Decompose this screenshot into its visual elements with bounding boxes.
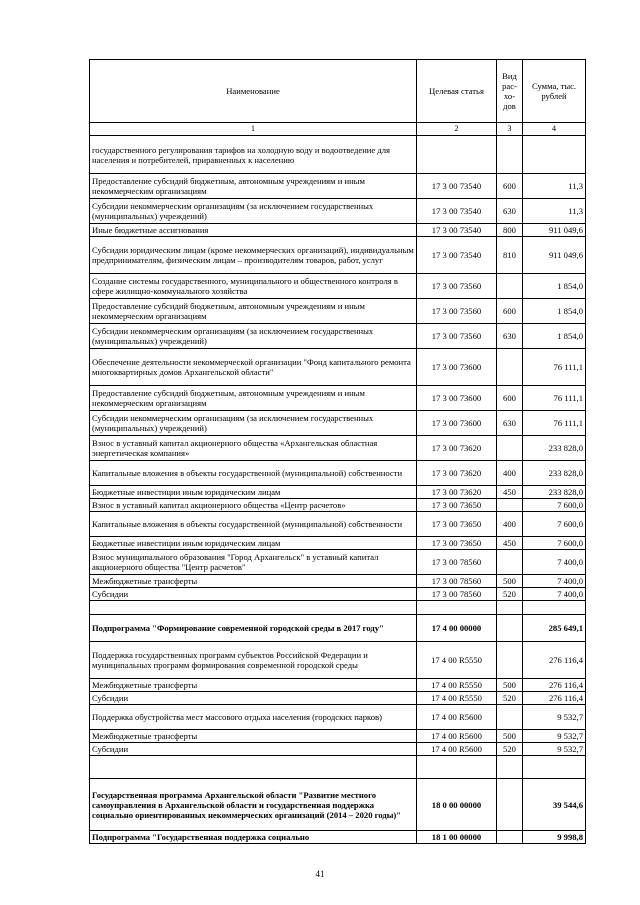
cell-amount: 911 049,6: [523, 224, 586, 237]
cell-target-article: 17 3 00 73600: [417, 411, 497, 436]
cell-expense-type: 500: [497, 679, 523, 692]
cell-target-article: 17 4 00 R5550: [417, 642, 497, 679]
cell-amount: 233 828,0: [523, 461, 586, 486]
cell-target-article: [417, 756, 497, 779]
cell-expense-type: 600: [497, 299, 523, 324]
cell-target-article: 17 3 00 73540: [417, 237, 497, 274]
cell-expense-type: 400: [497, 512, 523, 537]
header-name: Наименование: [90, 60, 417, 123]
cell-target-article: [417, 601, 497, 615]
cell-target-article: 17 3 00 73650: [417, 499, 497, 512]
column-number-row: [90, 123, 586, 136]
table-row: [90, 831, 586, 844]
cell-amount: [523, 601, 586, 615]
cell-amount: 11,3: [523, 199, 586, 224]
table-row: [90, 499, 586, 512]
cell-name: Межбюджетные трансферты: [90, 575, 417, 588]
cell-name: Взнос муниципального образования "Город Архангельск" в уставный капитал акционерного общества "Центр расчетов": [90, 550, 417, 575]
cell-amount: 9 532,7: [523, 705, 586, 730]
spacer-row: [90, 601, 586, 615]
cell-amount: 76 111,1: [523, 349, 586, 386]
budget-table: [89, 59, 586, 844]
table-row: [90, 642, 586, 679]
cell-amount: 233 828,0: [523, 436, 586, 461]
cell-name: Капитальные вложения в объекты государственной (муниципальной) собственности: [90, 512, 417, 537]
cell-name: Иные бюджетные ассигнования: [90, 224, 417, 237]
cell-amount: [523, 136, 586, 174]
cell-name: [90, 601, 417, 615]
table-row: [90, 237, 586, 274]
table-row: [90, 779, 586, 831]
cell-name: Подпрограмма "Государственная поддержка социально: [90, 831, 417, 844]
cell-amount: 1 854,0: [523, 324, 586, 349]
cell-expense-type: [497, 136, 523, 174]
table-row: [90, 274, 586, 299]
table-row: [90, 730, 586, 743]
table-row: [90, 224, 586, 237]
cell-expense-type: 450: [497, 537, 523, 550]
cell-target-article: 17 3 00 73600: [417, 349, 497, 386]
table-row: [90, 436, 586, 461]
cell-expense-type: 520: [497, 743, 523, 756]
spacer-row: [90, 756, 586, 779]
header-target-article: Целевая статья: [417, 60, 497, 123]
cell-expense-type: 500: [497, 575, 523, 588]
table-header-row: [90, 60, 586, 123]
cell-target-article: 18 0 00 00000: [417, 779, 497, 831]
cell-amount: 7 400,0: [523, 575, 586, 588]
cell-expense-type: [497, 436, 523, 461]
page-number: 41: [315, 869, 325, 879]
cell-target-article: 17 3 00 78560: [417, 550, 497, 575]
cell-target-article: 17 3 00 73560: [417, 274, 497, 299]
cell-amount: 11,3: [523, 174, 586, 199]
column-number: 1: [90, 123, 417, 136]
cell-amount: [523, 756, 586, 779]
cell-expense-type: 450: [497, 486, 523, 499]
cell-name: Поддержка государственных программ субъектов Российской Федерации и муниципальных программ формирования современной городской среды: [90, 642, 417, 679]
cell-name: Взнос в уставный капитал акционерного общества «Архангельская областная энергетическая компания»: [90, 436, 417, 461]
cell-name: Субсидии: [90, 743, 417, 756]
cell-name: Субсидии юридическим лицам (кроме некоммерческих организаций), индивидуальным предпринимателям, физическим лицам – производителям товаров, работ, услуг: [90, 237, 417, 274]
cell-amount: 9 998,8: [523, 831, 586, 844]
table-row: [90, 411, 586, 436]
cell-expense-type: [497, 705, 523, 730]
cell-name: Поддержка обустройства мест массового отдыха населения (городских парков): [90, 705, 417, 730]
cell-name: Бюджетные инвестиции иным юридическим лицам: [90, 537, 417, 550]
table-row: [90, 692, 586, 705]
cell-name: Субсидии некоммерческим организациям (за исключением государственных (муниципальных) учреждений): [90, 324, 417, 349]
cell-amount: 1 854,0: [523, 299, 586, 324]
table-row: [90, 174, 586, 199]
cell-target-article: 17 3 00 78560: [417, 575, 497, 588]
table-row: [90, 575, 586, 588]
cell-name: Подпрограмма "Формирование современной городской среды в 2017 году": [90, 615, 417, 642]
cell-expense-type: 630: [497, 324, 523, 349]
cell-expense-type: [497, 756, 523, 779]
cell-target-article: 17 3 00 73620: [417, 461, 497, 486]
cell-amount: 1 854,0: [523, 274, 586, 299]
cell-name: Субсидии: [90, 692, 417, 705]
cell-target-article: 18 1 00 00000: [417, 831, 497, 844]
cell-name: Субсидии некоммерческим организациям (за исключением государственных (муниципальных) учреждений): [90, 411, 417, 436]
table-row: [90, 679, 586, 692]
cell-expense-type: 600: [497, 174, 523, 199]
cell-name: Предоставление субсидий бюджетным, автономным учреждениям и иным некоммерческим организациям: [90, 299, 417, 324]
cell-amount: 7 600,0: [523, 499, 586, 512]
cell-name: Субсидии: [90, 588, 417, 601]
table-row: [90, 199, 586, 224]
column-number: 2: [417, 123, 497, 136]
cell-expense-type: 520: [497, 692, 523, 705]
cell-expense-type: [497, 615, 523, 642]
column-number: 3: [497, 123, 523, 136]
table-row: [90, 461, 586, 486]
cell-amount: 7 600,0: [523, 537, 586, 550]
cell-target-article: 17 4 00 R5600: [417, 743, 497, 756]
cell-target-article: 17 3 00 73600: [417, 386, 497, 411]
cell-expense-type: [497, 831, 523, 844]
table-row: [90, 299, 586, 324]
cell-target-article: 17 3 00 73620: [417, 486, 497, 499]
cell-amount: 7 400,0: [523, 588, 586, 601]
cell-target-article: 17 3 00 73540: [417, 224, 497, 237]
cell-amount: 233 828,0: [523, 486, 586, 499]
cell-amount: 9 532,7: [523, 730, 586, 743]
cell-name: Предоставление субсидий бюджетным, автономным учреждениям и иным некоммерческим организациям: [90, 386, 417, 411]
cell-expense-type: [497, 349, 523, 386]
table-row: [90, 743, 586, 756]
cell-expense-type: [497, 274, 523, 299]
cell-target-article: 17 3 00 73560: [417, 299, 497, 324]
cell-target-article: 17 3 00 73540: [417, 174, 497, 199]
cell-amount: 39 544,6: [523, 779, 586, 831]
cell-expense-type: [497, 642, 523, 679]
cell-expense-type: [497, 550, 523, 575]
table-row: [90, 349, 586, 386]
cell-expense-type: 630: [497, 199, 523, 224]
cell-target-article: 17 3 00 78560: [417, 588, 497, 601]
table-row: [90, 324, 586, 349]
cell-expense-type: [497, 779, 523, 831]
table-row: [90, 512, 586, 537]
cell-name: государственного регулирования тарифов на холодную воду и водоотведение для населения и потребителей, приравненных к населению: [90, 136, 417, 174]
cell-amount: 76 111,1: [523, 411, 586, 436]
cell-target-article: 17 3 00 73540: [417, 199, 497, 224]
cell-target-article: 17 4 00 R5550: [417, 692, 497, 705]
cell-target-article: 17 4 00 R5600: [417, 705, 497, 730]
column-number: 4: [523, 123, 586, 136]
cell-name: Создание системы государственного, муниципального и общественного контроля в сфере жилищно-коммунального хозяйства: [90, 274, 417, 299]
table-row: [90, 588, 586, 601]
table-row: [90, 550, 586, 575]
cell-amount: 76 111,1: [523, 386, 586, 411]
cell-target-article: 17 3 00 73620: [417, 436, 497, 461]
cell-target-article: 17 4 00 00000: [417, 615, 497, 642]
header-amount: Сумма, тыс. рублей: [523, 60, 586, 123]
cell-expense-type: 630: [497, 411, 523, 436]
cell-name: [90, 756, 417, 779]
cell-amount: 7 600,0: [523, 512, 586, 537]
cell-target-article: 17 3 00 73650: [417, 537, 497, 550]
cell-expense-type: 800: [497, 224, 523, 237]
table-row: [90, 386, 586, 411]
cell-target-article: 17 3 00 73560: [417, 324, 497, 349]
table-row: [90, 615, 586, 642]
cell-name: Капитальные вложения в объекты государственной (муниципальной) собственности: [90, 461, 417, 486]
cell-amount: 285 649,1: [523, 615, 586, 642]
cell-name: Обеспечение деятельности некоммерческой организации "Фонд капитального ремонта многоквартирных домов Архангельской области": [90, 349, 417, 386]
cell-expense-type: [497, 499, 523, 512]
cell-target-article: 17 3 00 73650: [417, 512, 497, 537]
cell-expense-type: [497, 601, 523, 615]
cell-name: Субсидии некоммерческим организациям (за исключением государственных (муниципальных) учреждений): [90, 199, 417, 224]
cell-target-article: [417, 136, 497, 174]
cell-expense-type: 520: [497, 588, 523, 601]
cell-amount: 276 116,4: [523, 679, 586, 692]
cell-expense-type: 600: [497, 386, 523, 411]
table-body: [90, 136, 586, 844]
cell-name: Межбюджетные трансферты: [90, 679, 417, 692]
cell-expense-type: 500: [497, 730, 523, 743]
header-expense-type: Вид рас-хо-дов: [497, 60, 523, 123]
cell-amount: 9 532,7: [523, 743, 586, 756]
cell-target-article: 17 4 00 R5550: [417, 679, 497, 692]
cell-target-article: 17 4 00 R5600: [417, 730, 497, 743]
table-row: [90, 705, 586, 730]
cell-amount: 7 400,0: [523, 550, 586, 575]
cell-name: Бюджетные инвестиции иным юридическим лицам: [90, 486, 417, 499]
table-row: [90, 486, 586, 499]
cell-name: Предоставление субсидий бюджетным, автономным учреждениям и иным некоммерческим организациям: [90, 174, 417, 199]
cell-expense-type: 400: [497, 461, 523, 486]
cell-name: Государственная программа Архангельской области "Развитие местного самоуправления в Архангельской области и государственная поддержка социально ориентированных некоммерческих организаций (2014 – 2020 годы)": [90, 779, 417, 831]
cell-name: Межбюджетные трансферты: [90, 730, 417, 743]
cell-expense-type: 810: [497, 237, 523, 274]
cell-amount: 276 116,4: [523, 692, 586, 705]
cell-amount: 276 116,4: [523, 642, 586, 679]
cell-name: Взнос в уставный капитал акционерного общества «Центр расчетов»: [90, 499, 417, 512]
table-row: [90, 136, 586, 174]
cell-amount: 911 049,6: [523, 237, 586, 274]
table-row: [90, 537, 586, 550]
